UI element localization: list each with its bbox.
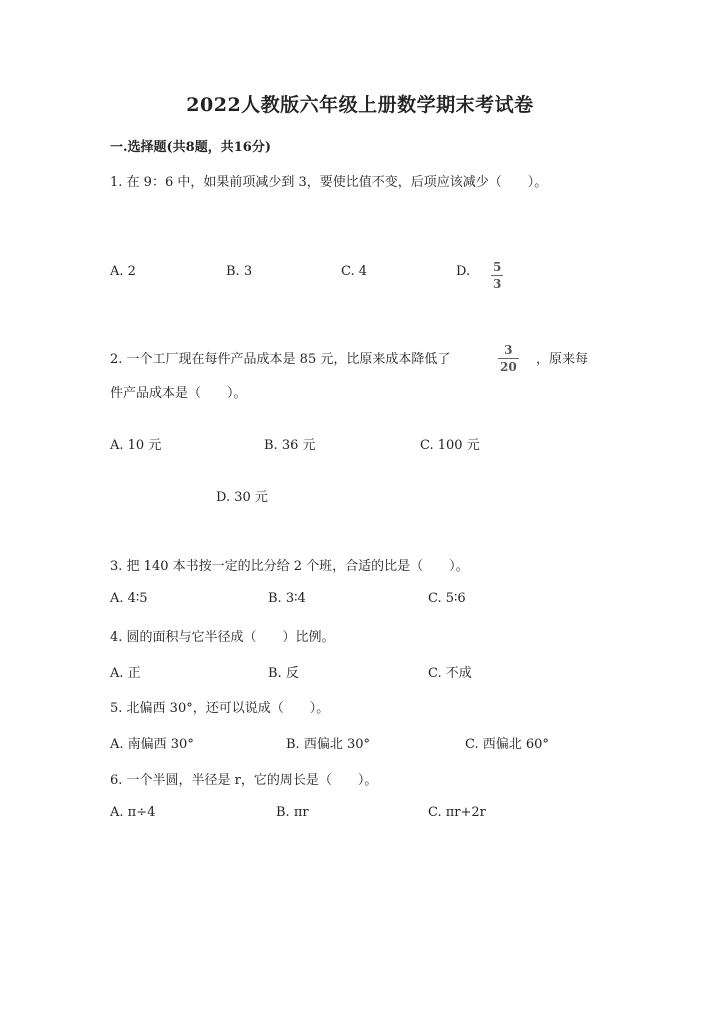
question-5-text: 5. 北偏西 30°，还可以说成（ ）。	[110, 701, 330, 716]
page-title: 2022人教版六年级上册数学期末考试卷	[186, 94, 534, 116]
question-2-text-part3: 件产品成本是（ ）。	[110, 386, 247, 401]
question-4-option-a: A. 正	[110, 666, 141, 681]
question-4-option-c: C. 不成	[428, 666, 472, 681]
question-3-option-c: C. 5∶6	[428, 591, 466, 606]
fraction-denominator: 3	[493, 277, 502, 291]
question-1-option-b: B. 3	[226, 264, 253, 279]
question-3-option-a: A. 4∶5	[110, 591, 148, 606]
question-5-option-a: A. 南偏西 30°	[110, 737, 194, 752]
question-4-option-b: B. 反	[268, 666, 299, 681]
question-6-text: 6. 一个半圆，半径是 r，它的周长是（ ）。	[110, 773, 378, 788]
question-2-option-a: A. 10 元	[110, 438, 162, 453]
question-6-option-b: B. πr	[276, 805, 309, 820]
fraction-bar	[491, 275, 503, 276]
question-3-text: 3. 把 140 本书按一定的比分给 2 个班，合适的比是（ ）。	[110, 559, 469, 574]
question-2-text-part2: ，原来每	[536, 352, 589, 367]
fraction-bar	[498, 358, 519, 359]
question-5-option-b: B. 西偏北 30°	[286, 737, 370, 752]
question-1-text: 1. 在 9：6 中，如果前项减少到 3，要使比值不变，后项应该减少（ ）。	[110, 175, 548, 190]
question-2-fraction	[498, 344, 519, 373]
question-2-text-part1: 2. 一个工厂现在每件产品成本是 85 元，比原来成本降低了	[110, 352, 451, 367]
question-1-option-c: C. 4	[341, 264, 368, 279]
question-1-option-d: D.	[456, 264, 471, 279]
question-2-option-c: C. 100 元	[420, 438, 480, 453]
fraction-numerator: 3	[504, 343, 513, 357]
question-5-option-c: C. 西偏北 60°	[465, 737, 549, 752]
section-heading: 一.选择题(共8题，共16分)	[110, 140, 271, 155]
question-6-option-a: A. π÷4	[110, 805, 156, 820]
fraction-denominator: 20	[500, 360, 517, 374]
question-1-option-d-fraction	[491, 261, 503, 290]
question-2-option-b: B. 36 元	[264, 438, 316, 453]
question-1-option-a: A. 2	[110, 264, 136, 279]
question-2-option-d: D. 30 元	[216, 490, 268, 505]
fraction-numerator: 5	[493, 260, 502, 274]
question-3-option-b: B. 3∶4	[268, 591, 306, 606]
question-4-text: 4. 圆的面积与它半径成（ ）比例。	[110, 630, 335, 645]
question-6-option-c: C. πr+2r	[428, 805, 486, 820]
